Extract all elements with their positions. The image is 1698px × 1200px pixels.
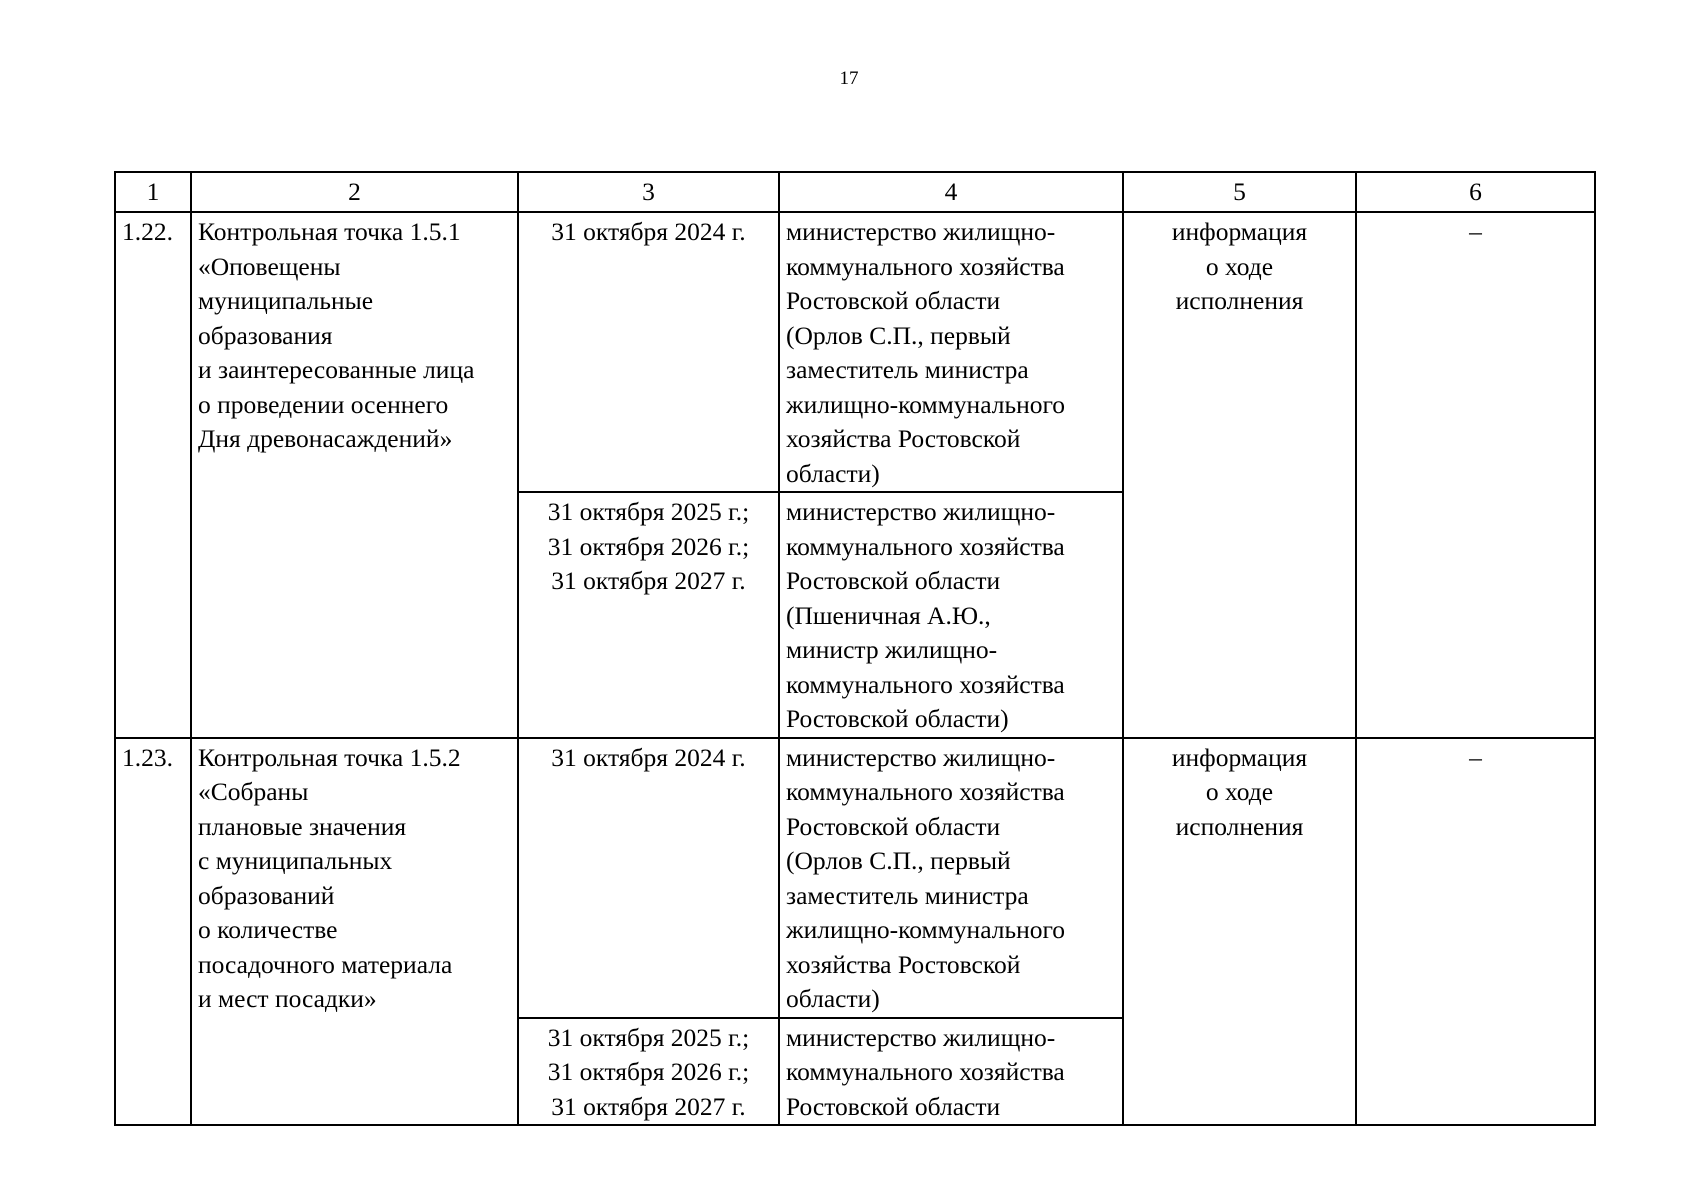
text-line: 31 октября 2024 г. <box>551 742 746 772</box>
text-line: жилищно-коммунального <box>786 389 1066 419</box>
text-line: образований <box>198 880 335 910</box>
text-line: исполнения <box>1175 286 1304 315</box>
text-line: 31 октября 2024 г. <box>551 217 746 246</box>
text-line: заместитель министра <box>786 355 1029 384</box>
text-line: области) <box>786 458 880 488</box>
text-line: коммунального хозяйства <box>786 669 1065 699</box>
document-type-cell <box>1123 738 1356 1126</box>
text-line: информация <box>1171 217 1308 246</box>
text-line: и мест посадки» <box>198 984 377 1013</box>
text-line: хозяйства Ростовской <box>786 424 1021 453</box>
text-line: (Пшеничная А.Ю., <box>786 600 991 630</box>
header-cell-5: 5 <box>1123 172 1356 212</box>
text-line: министр жилищно- <box>786 635 998 664</box>
text-line: Дня древонасаждений» <box>198 424 453 453</box>
text-line: о количестве <box>198 915 338 944</box>
text-line: 31 октября 2026 г.; <box>547 531 750 561</box>
text-line: о ходе <box>1205 251 1274 281</box>
deadline-cell <box>518 738 779 1018</box>
text-line: Ростовской области <box>786 566 1001 595</box>
text-line: коммунального хозяйства <box>786 531 1065 561</box>
text-line: министерство жилищно- <box>786 497 1056 526</box>
text-line: муниципальные <box>198 286 374 315</box>
text-line: Контрольная точка 1.5.2 <box>198 742 461 772</box>
header-cell-3: 3 <box>518 172 779 212</box>
text-line: коммунального хозяйства <box>786 1057 1065 1086</box>
text-line: Ростовской области <box>786 1091 1001 1121</box>
text-line: коммунального хозяйства <box>786 251 1065 281</box>
text-line: о проведении осеннего <box>198 389 449 419</box>
table-row <box>115 212 1595 492</box>
column-6-cell: – <box>1356 738 1595 1126</box>
responsible-cell <box>779 1018 1123 1126</box>
text-line: (Орлов С.П., первый <box>786 846 1011 875</box>
text-line: хозяйства Ростовской <box>786 949 1021 979</box>
text-line: заместитель министра <box>786 880 1029 910</box>
control-point-name <box>191 738 518 1126</box>
row-number: 1.22. <box>115 212 191 738</box>
responsible-cell <box>779 212 1123 492</box>
text-line: 31 октября 2025 г.; <box>547 497 750 526</box>
text-line: «Собраны <box>198 777 309 806</box>
text-line: и заинтересованные лица <box>198 355 475 384</box>
plan-table <box>114 171 1596 1126</box>
header-cell-4: 4 <box>779 172 1123 212</box>
text-line: о ходе <box>1205 777 1274 806</box>
text-line: Контрольная точка 1.5.1 <box>198 217 461 246</box>
header-cell-2: 2 <box>191 172 518 212</box>
text-line: информация <box>1171 742 1308 772</box>
text-line: 31 октября 2025 г.; <box>547 1022 750 1052</box>
text-line: 31 октября 2027 г. <box>551 1091 746 1121</box>
header-cell-6: 6 <box>1356 172 1595 212</box>
text-line: исполнения <box>1175 811 1304 841</box>
header-cell-1: 1 <box>115 172 191 212</box>
text-line: (Орлов С.П., первый <box>786 320 1011 350</box>
text-line: коммунального хозяйства <box>786 777 1065 806</box>
text-line: с муниципальных <box>198 846 393 875</box>
text-line: Ростовской области <box>786 811 1001 841</box>
responsible-cell <box>779 492 1123 738</box>
text-line: 31 октября 2026 г.; <box>547 1057 750 1086</box>
text-line: Ростовской области <box>786 286 1001 315</box>
responsible-cell <box>779 738 1123 1018</box>
table-header-row <box>115 172 1595 212</box>
text-line: министерство жилищно- <box>786 742 1056 772</box>
text-line: «Оповещены <box>198 251 341 281</box>
text-line: плановые значения <box>198 811 407 841</box>
page-number: 17 <box>839 68 859 89</box>
text-line: образования <box>198 320 333 350</box>
text-line: жилищно-коммунального <box>786 915 1066 944</box>
control-point-name <box>191 212 518 738</box>
text-line: посадочного материала <box>198 949 453 979</box>
deadline-cell <box>518 1018 779 1126</box>
text-line: Ростовской области) <box>786 704 1009 733</box>
row-number: 1.23. <box>115 738 191 1126</box>
text-line: области) <box>786 984 880 1013</box>
deadline-cell <box>518 212 779 492</box>
document-type-cell <box>1123 212 1356 738</box>
deadline-cell <box>518 492 779 738</box>
table-row <box>115 738 1595 1018</box>
column-6-cell: – <box>1356 212 1595 738</box>
text-line: 31 октября 2027 г. <box>551 566 746 595</box>
text-line: министерство жилищно- <box>786 1022 1056 1052</box>
text-line: министерство жилищно- <box>786 217 1056 246</box>
